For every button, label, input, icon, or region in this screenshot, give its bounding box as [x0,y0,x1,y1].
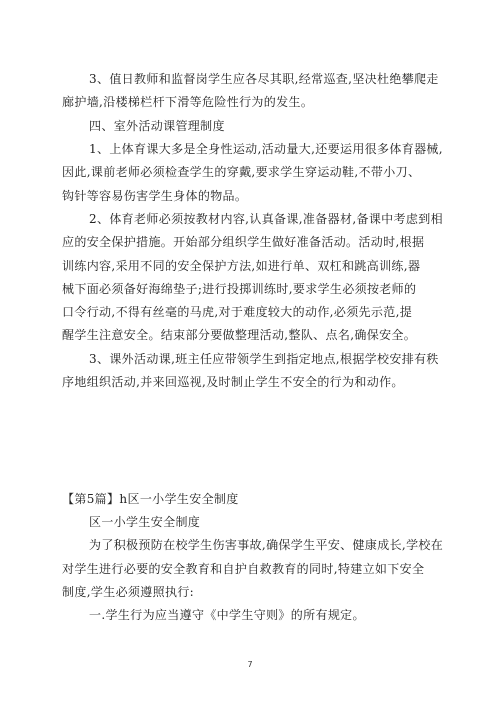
article-subtitle: 区一小学生安全制度 [89,515,201,529]
paragraph-line: 为了积极预防在校学生伤害事故,确保学生平安、健康成长,学校在 [89,538,444,552]
paragraph-line: 1、上体育课大多是全身性运动,活动量大,还要运用很多体育器械, [89,142,443,156]
paragraph-line: 因此,课前老师必须检查学生的穿戴,要求学生穿运动鞋,不带小刀、 [62,165,421,179]
paragraph-line: 2、体育老师必须按教材内容,认真备课,准备器材,备课中考虑到相 [89,212,443,226]
paragraph-line: 3、值日教师和监督岗学生应各尽其职,经常巡查,坚决杜绝攀爬走 [89,72,439,86]
paragraph-line: 训练内容,采用不同的安全保护方法,如进行单、双杠和跳高训练,器 [62,259,421,273]
paragraph-line: 醒学生注意安全。结束部分要做整理活动,整队、点名,确保安全。 [62,328,417,342]
article-title: 【第5篇】h区一小学生安全制度 [62,492,239,506]
paragraph-line: 廊护墙,沿楼梯栏杆下滑等危险性行为的发生。 [62,95,314,109]
page-number: 7 [247,660,253,669]
section-heading: 四、室外活动课管理制度 [89,119,225,133]
paragraph-line: 3、课外活动课,班主任应带领学生到指定地点,根据学校安排有秩 [89,352,439,366]
paragraph-line: 应的安全保护措施。开始部分组织学生做好准备活动。活动时,根据 [62,235,425,249]
paragraph-line: 序地组织活动,并来回巡视,及时制止学生不安全的行为和动作。 [62,375,404,389]
paragraph-line: 钩针等容易伤害学生身体的物品。 [62,189,248,203]
paragraph-line: 制度,学生必须遵照执行: [62,585,195,599]
paragraph-line: 械下面必须备好海绵垫子;进行投掷训练时,要求学生必须按老师的 [62,282,417,296]
paragraph-line: 对学生进行必要的安全教育和自护自救教育的同时,特建立如下安全 [62,562,425,576]
paragraph-line: 一.学生行为应当遵守《中学生守则》的所有规定。 [89,608,365,622]
paragraph-line: 口令行动,不得有丝毫的马虎,对于难度较大的动作,必须先示范,提 [62,305,413,319]
